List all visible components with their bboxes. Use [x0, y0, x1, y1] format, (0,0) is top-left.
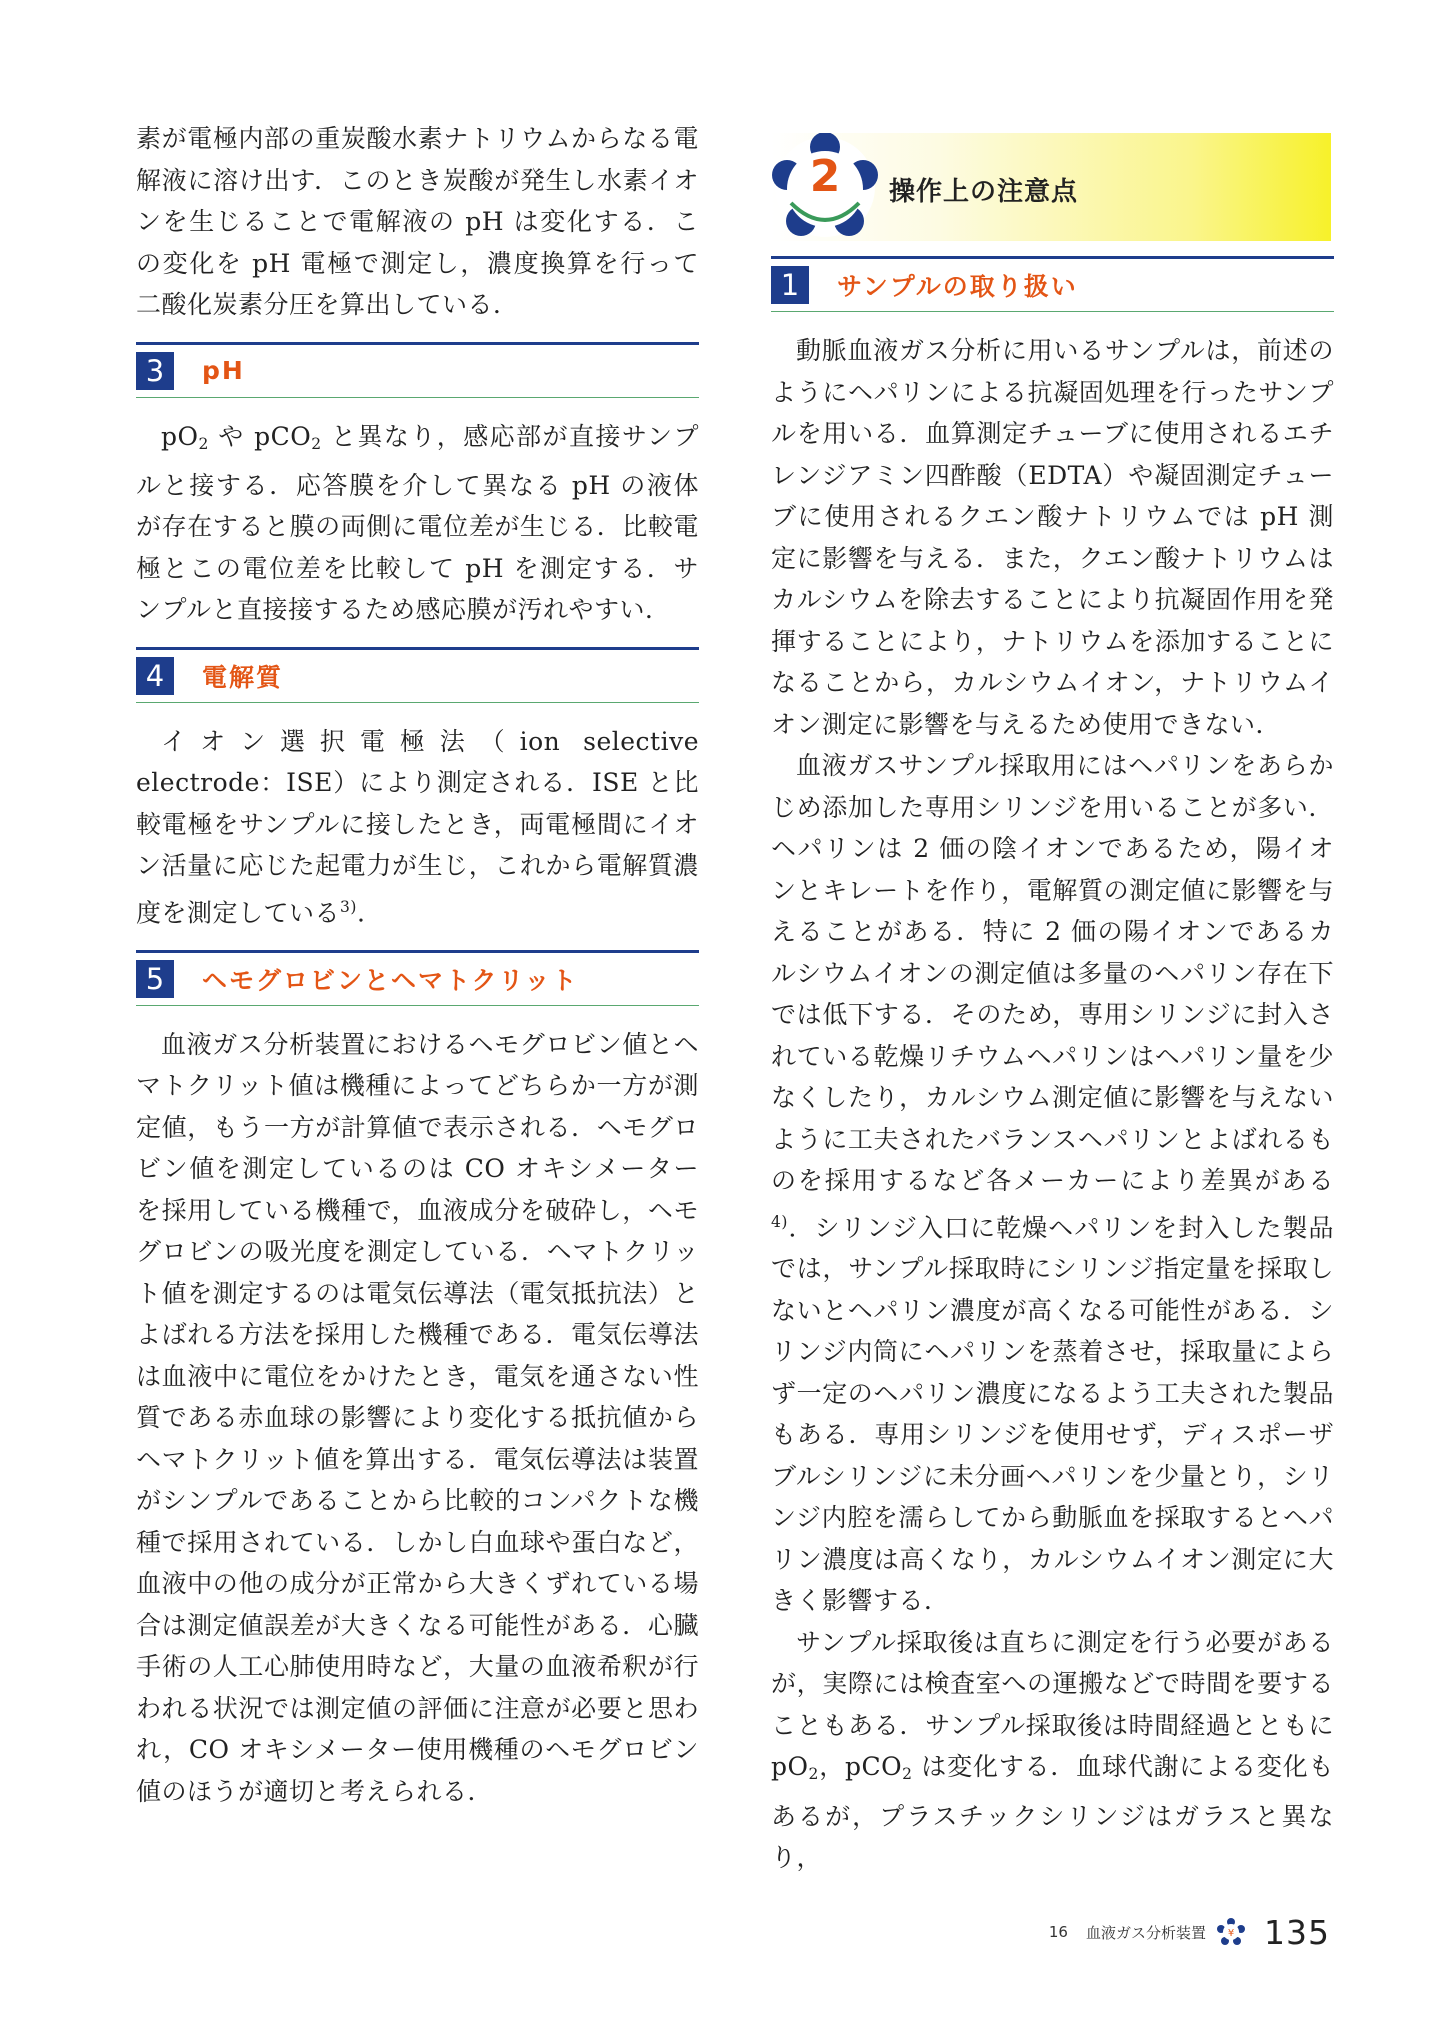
citation-4: 4): [771, 1212, 788, 1231]
section-5-number: 5: [136, 960, 174, 998]
footer-chapter-title: 血液ガス分析装置: [1085, 1923, 1206, 1942]
section-4-heading: [136, 647, 699, 703]
section-3-paragraph: $pO_2$ や pCO$_2$ と異なり，感応部が直接サンプルと接する．応答膜を介して異なる pH の液体が存在すると膜の両側に電位差が生じる．比較電極とこの電位差を比較して pH を測定する．サンプルと直接接するため感応膜が汚れやすい．: [136, 421, 699, 625]
intro-paragraph: 素が電極内部の重炭酸水素ナトリウムからなる電解液に溶け出す．このとき炭酸が発生し水素イオンを生じることで電解液の pH は変化する．この変化を pH 電極で測定し，濃度換算を行って二酸化炭素分圧を算出している．: [136, 124, 699, 319]
right-column: [771, 250, 1334, 1879]
section-3-title: pH: [202, 356, 245, 385]
section-3-number: 3: [136, 352, 174, 390]
svg-text:¥: ¥: [1227, 1928, 1235, 1939]
section-1-heading: [771, 256, 1334, 312]
section-1-paragraph-1: 動脈血液ガス分析に用いるサンプルは，前述のようにヘパリンによる抗凝固処理を行ったサンプルを用いる．血算測定チューブに使用されるエチレンジアミン四酢酸（EDTA）や凝固測定チューブに使用されるクエン酸ナトリウムでは pH 測定に影響を与える．また，クエン酸ナトリウムはカルシウムを除去することにより抗凝固作用を発揮することにより，ナトリウムを添加することになることから，カルシウムイオン，ナトリウムイオン測定に影響を与えるため使用できない．: [771, 336, 1334, 739]
left-column: [136, 118, 699, 1812]
section-1-number: 1: [771, 266, 809, 304]
chapter-section-banner: [771, 133, 1331, 241]
page-number: 135: [1264, 1912, 1330, 1952]
section-5-title: ヘモグロビンとヘマトクリット: [202, 965, 579, 995]
flower-emblem-icon: [1216, 1917, 1246, 1947]
section-4-title: 電解質: [202, 662, 284, 692]
section-1-title: サンプルの取り扱い: [837, 272, 1078, 301]
footer-chapter-number: 16: [1048, 1923, 1068, 1941]
section-5-paragraph: 血液ガス分析装置におけるヘモグロビン値とヘマトクリット値は機種によってどちらか一方が測定値，もう一方が計算値で表示される．ヘモグロビン値を測定しているのは CO オキシメーターを採用している機種で，血液成分を破砕し，ヘモグロビンの吸光度を測定している．ヘマトクリット値を測定するのは電気伝導法（電気抵抗法）とよばれる方法を採用した機種である．電気伝導法は血液中に電位をかけたとき，電気を通さない性質である赤血球の影響により変化する抵抗値からヘマトクリット値を算出する．電気伝導法は装置がシンプルであることから比較的コンパクトな機種で採用されている．しかし白血球や蛋白など，血液中の他の成分が正常から大きくずれている場合は測定値誤差が大きくなる可能性がある．心臓手術の人工心肺使用時など，大量の血液希釈が行われる状況では測定値の評価に注意が必要と思われ，CO オキシメーター使用機種のヘモグロビン値のほうが適切と考えられる．: [136, 1029, 699, 1806]
section-1-paragraph-3: サンプル採取後は直ちに測定を行う必要があるが，実際には検査室への運搬などで時間を要することもある．サンプル採取後は時間経過とともに $pO_2$，pCO$_2$ は変化する．血球代謝による変化もあるが，プラスチックシリンジはガラスと異なり，: [771, 1627, 1334, 1873]
section-3-heading: [136, 342, 699, 398]
section-1-paragraph-2: 血液ガスサンプル採取用にはヘパリンをあらかじめ添加した専用シリンジを用いることが多い．ヘパリンは 2 価の陰イオンであるため，陽イオンとキレートを作り，電解質の測定値に影響を与えることがある．特に 2 価の陽イオンであるカルシウムイオンの測定値は多量のヘパリン存在下では低下する．そのため，専用シリンジに封入されている乾燥リチウムヘパリンはヘパリン量を少なくしたり，カルシウム測定値に影響を与えないように工夫されたバランスヘパリンとよばれるものを採用するなど各メーカーにより差異がある$^{4)}$．シリンジ入口に乾燥ヘパリンを封入した製品では，サンプル採取時にシリンジ指定量を採取しないとヘパリン濃度が高くなる可能性がある．シリンジ内筒にヘパリンを蒸着させ，採取量によらず一定のヘパリン濃度になるよう工夫された製品もある．専用シリンジを使用せず，ディスポーザブルシリンジに未分画ヘパリンを少量とり，シリンジ内腔を濡らしてから動脈血を採取するとヘパリン濃度は高くなり，カルシウムイオン測定に大きく影響する．: [771, 751, 1334, 1616]
page-footer: [1000, 1912, 1330, 1952]
section-5-heading: [136, 950, 699, 1006]
banner-number: 2: [809, 151, 841, 202]
section-4-number: 4: [136, 657, 174, 695]
section-4-paragraph: イオン選択電極法（ion selective electrode：ISE）により測定される．ISE と比較電極をサンプルに接したとき，両電極間にイオン活量に応じた起電力が生じ，これから電解質濃度を測定している$^{3)}$.: [136, 726, 699, 928]
citation-3: 3): [340, 897, 357, 916]
banner-title: 操作上の注意点: [889, 177, 1079, 207]
